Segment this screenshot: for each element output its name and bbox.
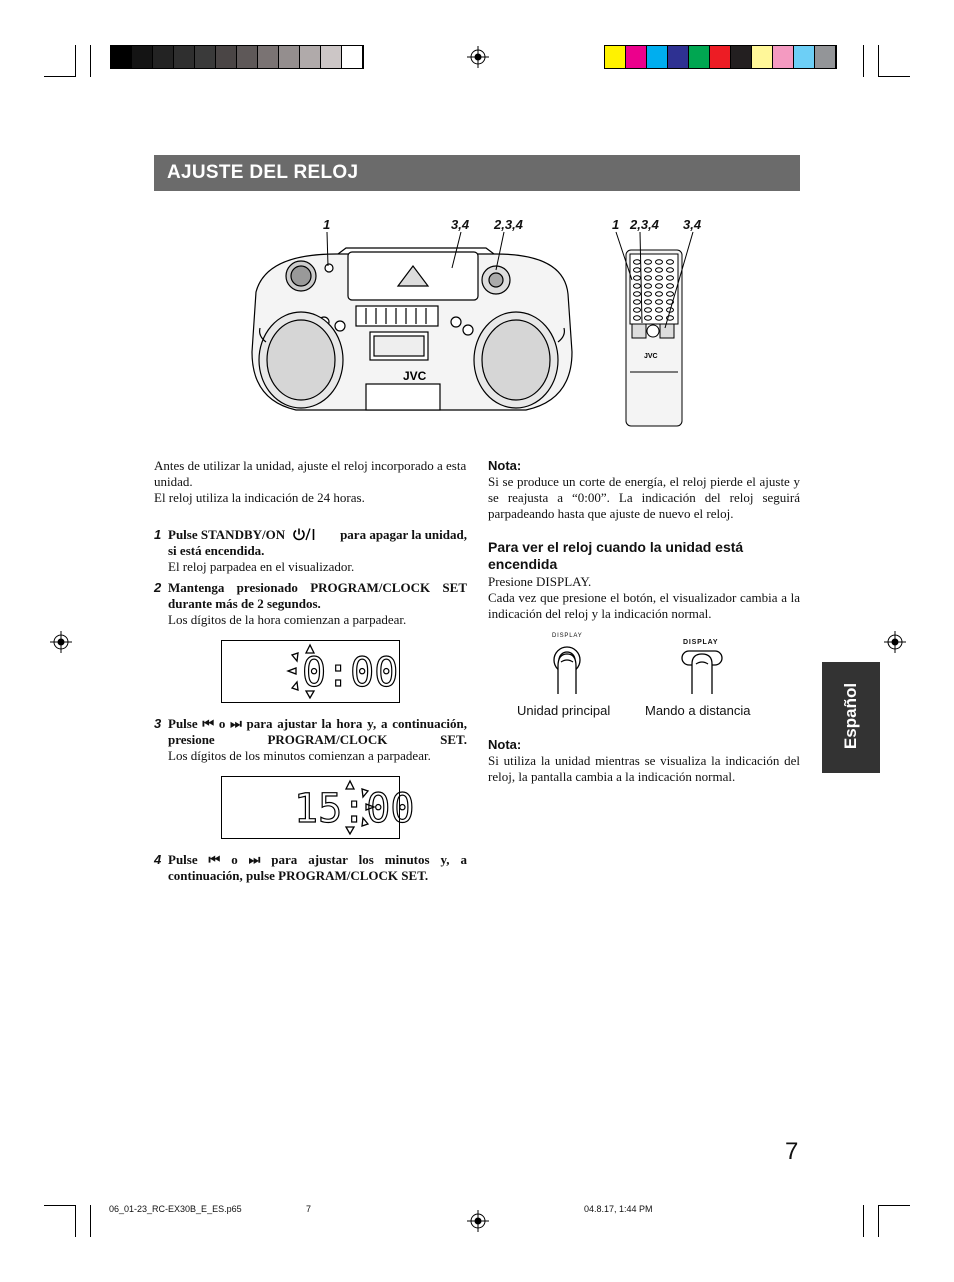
crop-mark [90, 45, 91, 77]
language-tab-label: Español [841, 682, 860, 750]
crop-mark [75, 45, 76, 77]
crop-mark [90, 1205, 91, 1237]
step-3-number: 3 [154, 716, 162, 731]
color-swatch [773, 46, 794, 68]
step-3-instruction: Pulse ⏮ o ⏭ para ajustar la hora y, a continuación, presione PROGRAM/CLOCK SET. [168, 716, 467, 747]
section-title: AJUSTE DEL RELOJ [167, 162, 359, 183]
crop-mark [878, 76, 910, 77]
gray-swatch [153, 46, 174, 68]
step-1-text-c: si está encendida. [168, 543, 265, 558]
display-toggle-description: Cada vez que presione el botón, el visualizador cambia a la indicación del reloj y la indicación normal. [488, 590, 800, 621]
color-swatch [668, 46, 689, 68]
grayscale-calibration-bar [110, 45, 364, 69]
registration-mark-icon [884, 631, 906, 653]
crop-mark [44, 1205, 76, 1206]
gray-swatch [342, 46, 363, 68]
standby-power-icon [291, 528, 319, 541]
step-1-note: El reloj parpadea en el visualizador. [168, 559, 355, 574]
color-swatch [752, 46, 773, 68]
blinking-minute-digits [222, 777, 415, 838]
callout-remote-2: 2,3,4 [630, 217, 659, 232]
step-4-number: 4 [154, 852, 162, 867]
crop-mark [863, 1205, 864, 1237]
intro-paragraph [154, 458, 467, 506]
crop-mark [75, 1205, 76, 1237]
nota-2-label: Nota: [488, 737, 522, 752]
step-1-text-a: Pulse STANDBY/ON [168, 527, 286, 542]
registration-mark-icon [50, 631, 72, 653]
remote-brand-logo: JVC [644, 353, 658, 360]
callout-main-3: 2,3,4 [494, 217, 523, 232]
main-unit-display-button-illustration [548, 640, 588, 696]
gray-swatch [321, 46, 342, 68]
crop-mark [863, 45, 864, 77]
display-1-digits: 0:00 [302, 650, 399, 696]
color-swatch [710, 46, 731, 68]
color-calibration-bar [604, 45, 837, 69]
clock-display-minute-blink [221, 776, 415, 839]
intro-line-2: El reloj utiliza la indicación de 24 horas. [154, 490, 365, 505]
step-1-number: 1 [154, 527, 162, 542]
step-4-instruction: Pulse ⏮ o ⏭ para ajustar los minutos y, a continuación, pulse PROGRAM/CLOCK SET. [168, 852, 467, 883]
gray-swatch [132, 46, 153, 68]
step-2 [168, 580, 467, 628]
footer-datetime: 04.8.17, 1:44 PM [584, 1204, 653, 1214]
crop-mark [878, 45, 879, 77]
callout-leader-lines [300, 228, 720, 338]
gray-swatch [174, 46, 195, 68]
gray-swatch [300, 46, 321, 68]
callout-main-1: 1 [323, 217, 331, 232]
gray-swatch [111, 46, 132, 68]
gray-swatch [258, 46, 279, 68]
gray-swatch [279, 46, 300, 68]
step-4 [168, 852, 467, 884]
footer-page: 7 [306, 1204, 312, 1214]
step-1-text-b: para apagar la unidad, [340, 527, 467, 542]
color-swatch [731, 46, 752, 68]
gray-swatch [237, 46, 258, 68]
page-number: 7 [785, 1138, 799, 1165]
nota-1-label: Nota: [488, 458, 522, 473]
callout-remote-1: 1 [612, 217, 620, 232]
color-swatch [626, 46, 647, 68]
display-label-remote: DISPLAY [683, 639, 719, 646]
crop-mark [878, 1205, 879, 1237]
step-2-number: 2 [154, 580, 162, 595]
press-display-text: Presione DISPLAY. [488, 574, 592, 589]
crop-mark [44, 76, 76, 77]
registration-mark-icon [467, 46, 489, 68]
color-swatch [815, 46, 836, 68]
gray-swatch [216, 46, 237, 68]
display-clock-heading: Para ver el reloj cuando la unidad está encendida [488, 539, 744, 572]
step-2-note: Los dígitos de la hora comienzan a parpadear. [168, 612, 407, 627]
color-swatch [605, 46, 626, 68]
color-swatch [794, 46, 815, 68]
color-swatch [689, 46, 710, 68]
caption-main-unit: Unidad principal [517, 703, 611, 718]
nota-1-text: Si se produce un corte de energía, el reloj pierde el ajuste y se reajusta a “0:00”. La indicación del reloj seguirá parpadeando hasta que ajuste de nuevo el reloj. [488, 474, 800, 521]
blinking-hour-digits [222, 641, 399, 702]
footer-filename: 06_01-23_RC-EX30B_E_ES.p65 [109, 1204, 242, 1214]
step-2-instruction: Mantenga presionado PROGRAM/CLOCK SET durante más de 2 segundos. [168, 580, 467, 611]
gray-swatch [195, 46, 216, 68]
step-3-note: Los dígitos de los minutos comienzan a parpadear. [168, 748, 431, 763]
remote-display-button-illustration [678, 648, 726, 696]
nota-2-text: Si utiliza la unidad mientras se visualiza la indicación del reloj, la pantalla cambia a la indicación normal. [488, 753, 800, 784]
registration-mark-icon [467, 1210, 489, 1232]
callout-main-2: 3,4 [451, 217, 470, 232]
display-2-digits: 15:00 [294, 786, 415, 832]
step-1-instruction [168, 527, 467, 543]
intro-line-1: Antes de utilizar la unidad, ajuste el reloj incorporado a esta unidad. [154, 458, 467, 489]
step-1 [168, 527, 467, 575]
display-label-main: DISPLAY [552, 633, 583, 639]
crop-mark [878, 1205, 910, 1206]
step-3 [168, 716, 467, 764]
caption-remote: Mando a distancia [645, 703, 751, 718]
color-swatch [647, 46, 668, 68]
callout-remote-3: 3,4 [683, 217, 702, 232]
brand-logo: JVC [403, 369, 427, 383]
clock-display-hour-blink [221, 640, 400, 703]
